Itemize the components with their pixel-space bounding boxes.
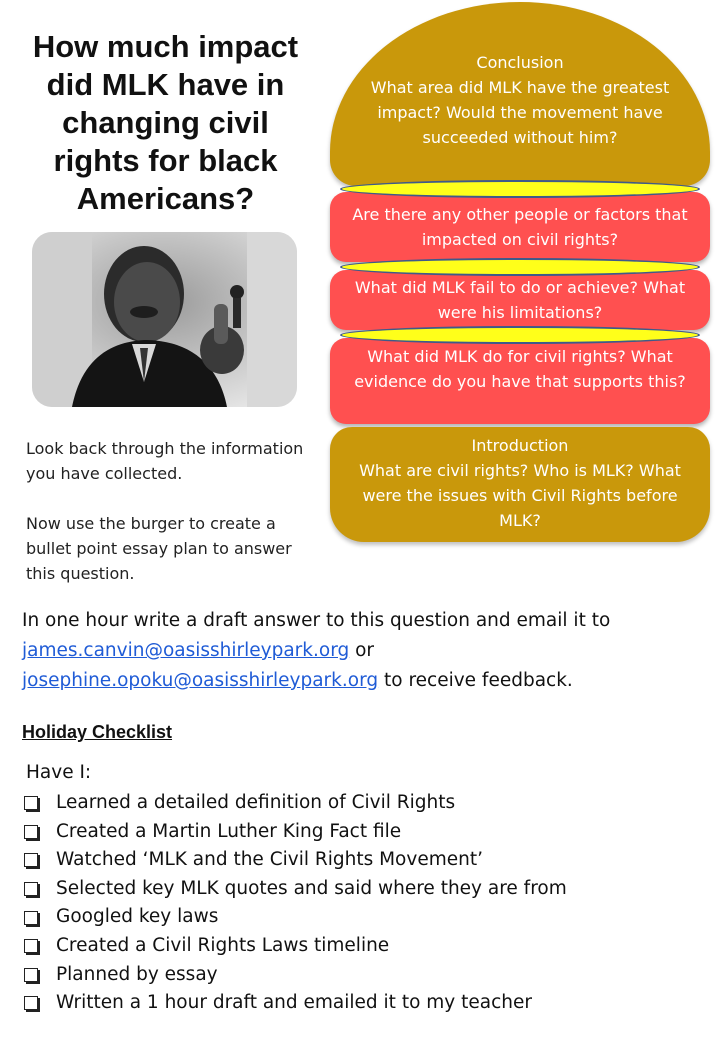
checklist-item: Selected key MLK quotes and said where they are from <box>24 875 567 904</box>
burger-cheese-2 <box>340 258 700 276</box>
checklist-intro: Have I: <box>26 762 92 783</box>
checklist-item: Created a Martin Luther King Fact file <box>24 818 567 847</box>
email-link-josephine[interactable]: josephine.opoku@oasisshirleypark.org <box>22 670 379 691</box>
layer-text: Are there any other people or factors that impacted on civil rights? <box>352 205 688 249</box>
task-instructions: In one hour write a draft answer to this question and email it to james.canvin@oasisshirleypark.org or josephine.opoku@oasisshirleypark.org to receive feedback. <box>22 610 611 691</box>
checkbox-icon[interactable] <box>24 939 38 953</box>
introduction-heading: Introduction <box>471 436 569 455</box>
checkbox-icon[interactable] <box>24 796 38 810</box>
burger-bottom-bun <box>330 427 710 542</box>
conclusion-heading: Conclusion <box>476 53 564 72</box>
burger-layer-other-factors <box>330 192 710 262</box>
checkbox-icon[interactable] <box>24 853 38 867</box>
burger-cheese-1 <box>340 180 700 198</box>
checkbox-icon[interactable] <box>24 882 38 896</box>
burger-cheese-3 <box>340 326 700 344</box>
checkbox-icon[interactable] <box>24 968 38 982</box>
burger-top-bun <box>330 2 710 186</box>
checklist-heading: Holiday Checklist <box>22 722 173 742</box>
burger-layer-achievements <box>330 338 710 424</box>
checkbox-icon[interactable] <box>24 911 38 925</box>
instruction-2: Now use the burger to create a bullet point essay plan to answer this question. <box>26 514 292 583</box>
page-title: How much impact did MLK have in changing civil rights for black Americans? <box>32 29 299 216</box>
instruction-1: Look back through the information you have collected. <box>26 439 304 483</box>
checklist <box>24 789 567 1018</box>
checklist-item: Written a 1 hour draft and emailed it to my teacher <box>24 989 567 1018</box>
layer-text: What did MLK do for civil rights? What evidence do you have that supports this? <box>354 347 686 391</box>
checklist-item: Watched ‘MLK and the Civil Rights Movement’ <box>24 846 567 875</box>
burger-layer-limitations <box>330 270 710 330</box>
checklist-item: Created a Civil Rights Laws timeline <box>24 932 567 961</box>
checklist-item: Planned by essay <box>24 961 567 990</box>
portrait-photo-icon <box>32 232 297 407</box>
checkbox-icon[interactable] <box>24 825 38 839</box>
checklist-item: Googled key laws <box>24 903 567 932</box>
checklist-item: Learned a detailed definition of Civil Rights <box>24 789 567 818</box>
introduction-text: What are civil rights? Who is MLK? What were the issues with Civil Rights before MLK? <box>359 461 681 530</box>
conclusion-text: What area did MLK have the greatest impact? Would the movement have succeeded without him? <box>370 78 670 147</box>
mlk-photo <box>32 232 297 407</box>
checkbox-icon[interactable] <box>24 996 38 1010</box>
instructions <box>26 436 311 586</box>
email-link-james[interactable]: james.canvin@oasisshirleypark.org <box>22 640 350 661</box>
layer-text: What did MLK fail to do or achieve? What were his limitations? <box>354 278 686 322</box>
